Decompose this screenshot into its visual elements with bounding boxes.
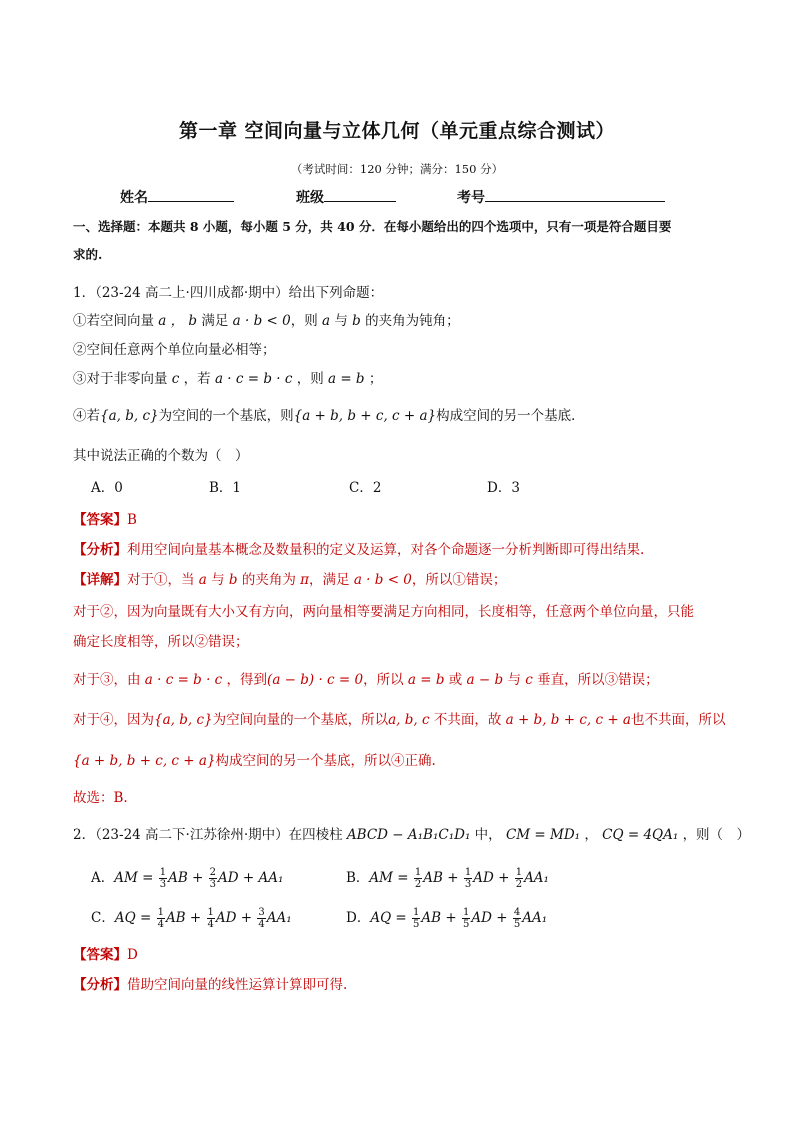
q2-option-b: B．AM = $\frac{1}{2}$ AB + $\frac{1}{3}$ AD + $\frac{1}{2}$ AA₁ [346,867,549,890]
q1-option-b: B．1 [209,480,242,496]
name-label: 姓名 [120,190,148,206]
q1-detail-4-line1: 对于④，因为{a, b, c}为空间向量的一个基底，所以a, b, c 不共面，故 a + b, b + c, c + a也不共面，所以 [73,712,726,728]
q2-option-c: C．AQ = $\frac{1}{4}$ AB + $\frac{1}{4}$ AD + $\frac{3}{4}$ AA₁ [91,907,292,930]
q1-detail-4-line2: {a + b, b + c, c + a}构成空间的另一个基底，所以④正确. [73,753,436,769]
class-label: 班级 [296,190,324,206]
q1-option-a: A．0 [91,480,123,496]
q1-proposition-1: ①若空间向量 a ， b 满足 a · b < 0，则 a 与 b 的夹角为钝角； [73,313,460,329]
q1-detail-1: 【详解】对于①，当 a 与 b 的夹角为 π，满足 a · b < 0，所以①错误； [73,572,507,588]
q1-option-d: D．3 [487,480,520,496]
q1-choose: 故选：B. [73,790,128,806]
q2-answer: 【答案】D [73,947,138,963]
q1-answer: 【答案】B [73,512,137,528]
class-field [296,187,396,207]
number-label: 考号 [457,190,485,206]
q1-detail-2-line1: 对于②，因为向量既有大小又有方向，两向量相等要满足方向相同，长度相等，任意两个单位向量，只能 [73,604,694,620]
number-field [457,187,665,207]
q2-stem: 2．（23-24 高二下·江苏徐州·期中）在四棱柱 ABCD − A₁B₁C₁D₁ 中， CM = MD₁ ， CQ = 4QA₁ ，则（ ） [73,827,751,843]
q1-option-c: C．2 [349,480,382,496]
section-heading-line1: 一、选择题：本题共 8 小题，每小题 5 分，共 40 分．在每小题给出的四个选项中，只有一项是符合题目要 [73,219,672,234]
q1-detail-2-line2: 确定长度相等，所以②错误； [73,634,249,650]
q2-option-a: A．AM = $\frac{1}{3}$ AB + $\frac{2}{3}$ AD + AA₁ [91,867,284,890]
q1-question: 其中说法正确的个数为（ ） [73,448,249,464]
name-field [120,187,234,207]
q1-proposition-4: ④若{a, b, c}为空间的一个基底，则{a + b, b + c, c + a}构成空间的另一个基底． [73,408,585,424]
exam-info: （考试时间：120 分钟；满分：150 分） [290,162,504,176]
q2-analysis: 【分析】借助空间向量的线性运算计算即可得. [73,977,348,993]
page-title: 第一章 空间向量与立体几何（单元重点综合测试） [178,120,616,142]
number-blank [485,187,665,202]
q1-detail-3: 对于③，由 a · c = b · c ，得到(a − b) · c = 0，所以 a = b 或 a − b 与 c 垂直，所以③错误； [73,672,659,688]
q1-stem: 1．（23-24 高二上·四川成都·期中）给出下列命题： [73,285,384,301]
name-blank [148,187,234,202]
section-heading-line2: 求的. [73,247,103,262]
q2-option-d: D．AQ = $\frac{1}{5}$ AB + $\frac{1}{5}$ AD + $\frac{4}{5}$ AA₁ [346,907,548,930]
class-blank [324,187,396,202]
q1-analysis: 【分析】利用空间向量基本概念及数量积的定义及运算，对各个命题逐一分析判断即可得出结果. [73,542,645,558]
q1-proposition-3: ③对于非零向量 c ，若 a · c = b · c ，则 a = b ； [73,371,383,387]
q1-proposition-2: ②空间任意两个单位向量必相等； [73,342,276,358]
